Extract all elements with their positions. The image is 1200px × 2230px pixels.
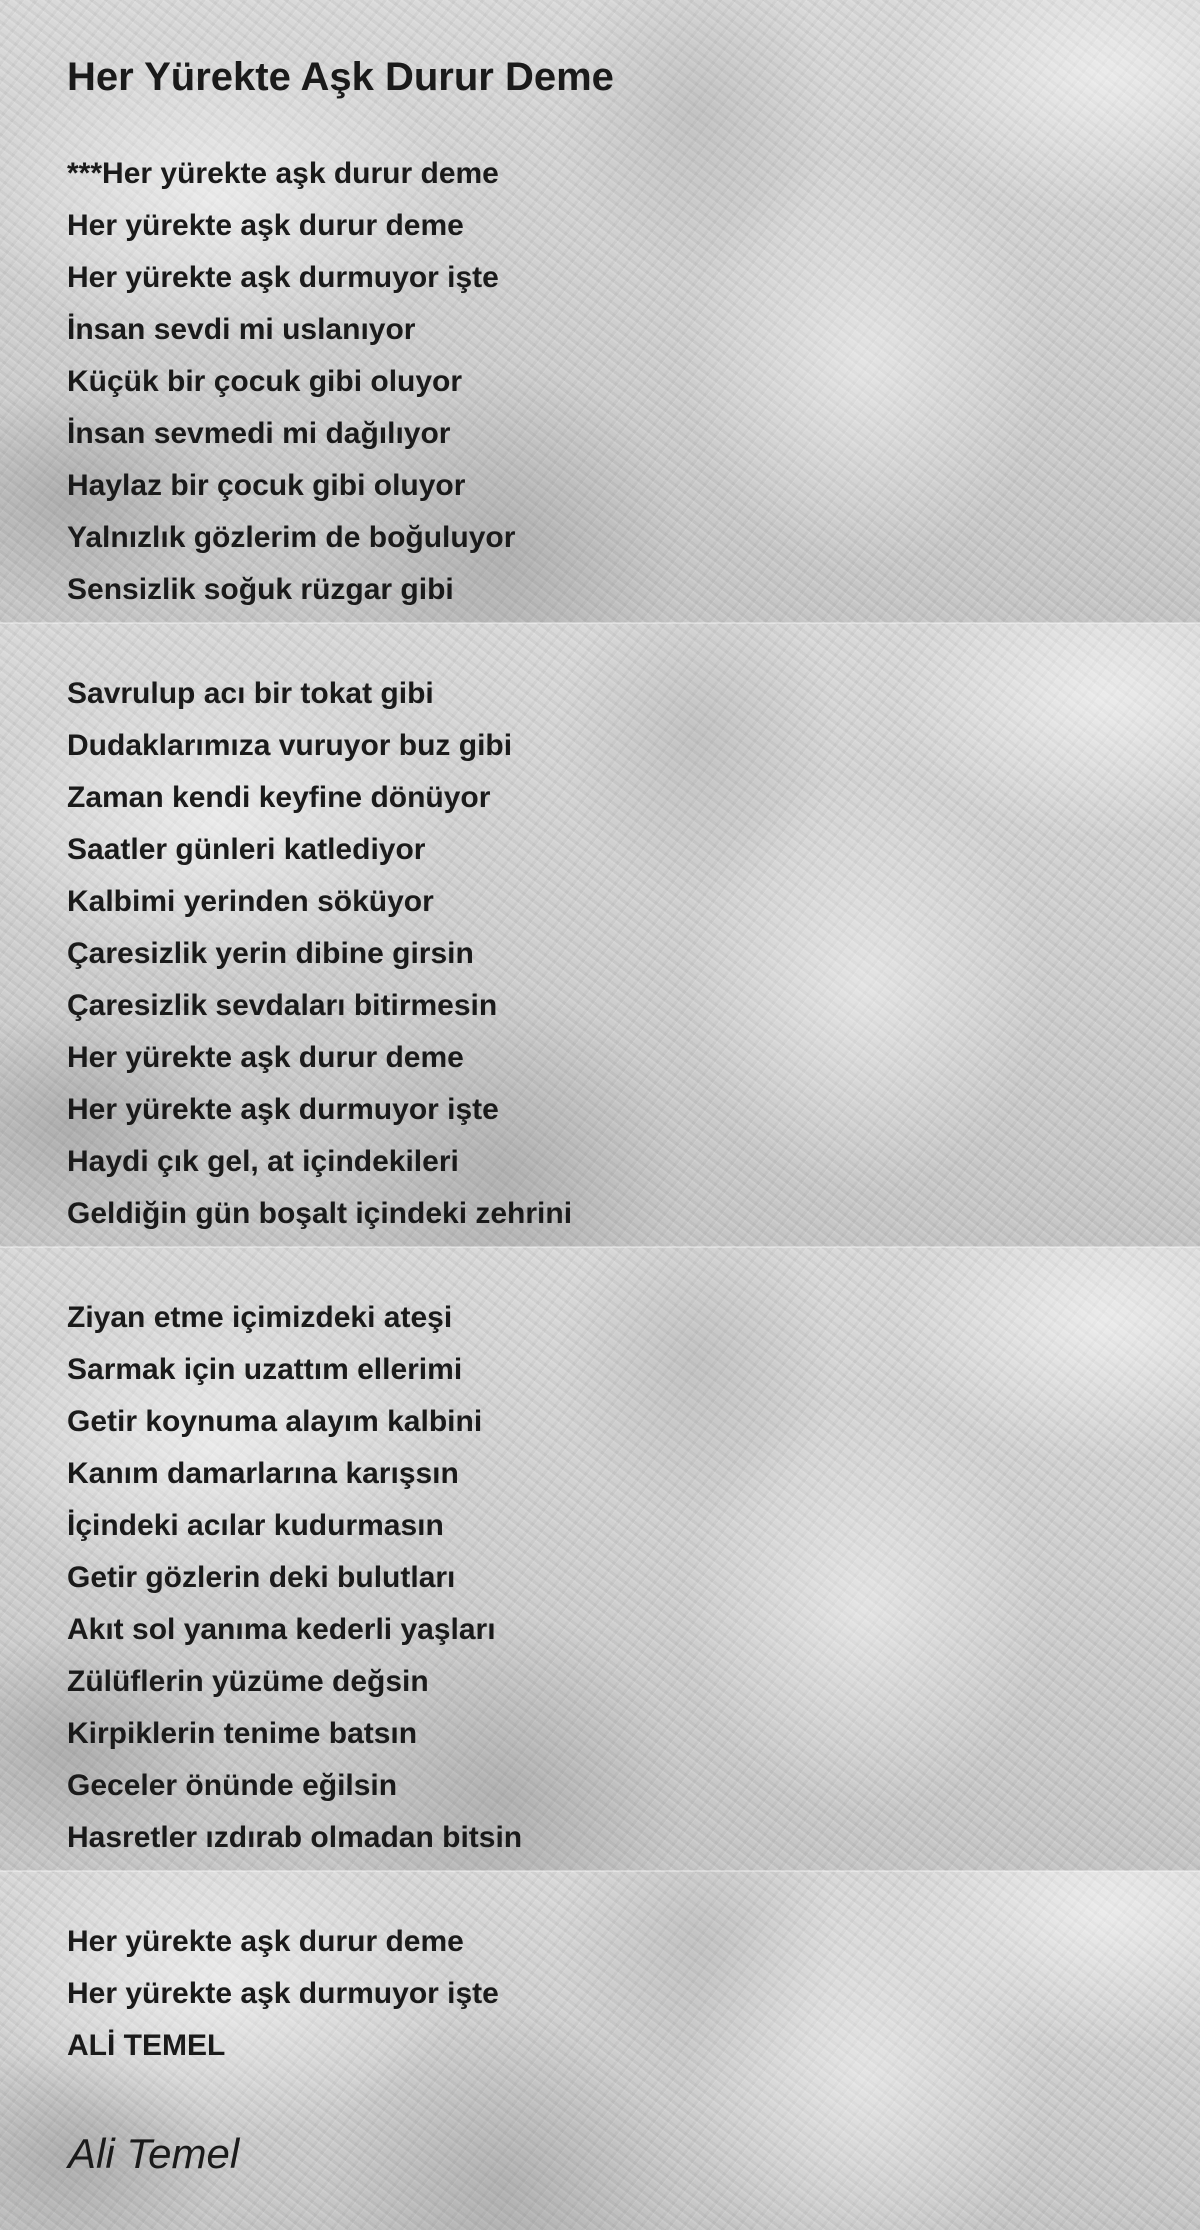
poem-line: Her yürekte aşk durmuyor işte [67, 1093, 499, 1126]
poem-line: Getir koynuma alayım kalbini [67, 1405, 483, 1438]
poem-line: İnsan sevdi mi uslanıyor [67, 313, 416, 346]
poem-line: Çaresizlik yerin dibine girsin [67, 937, 474, 970]
poem-line: Sensizlik soğuk rüzgar gibi [67, 573, 454, 606]
stanza-3 [67, 1292, 522, 1864]
poem-line: Zaman kendi keyfine dönüyor [67, 781, 491, 814]
poem-line: Savrulup acı bir tokat gibi [67, 677, 434, 710]
poem-line: İçindeki acılar kudurmasın [67, 1509, 444, 1542]
poem-line: Zülüflerin yüzüme değsin [67, 1665, 429, 1698]
poem-line: Haylaz bir çocuk gibi oluyor [67, 469, 466, 502]
poem-line: Her yürekte aşk durur deme [67, 1925, 464, 1958]
poem-line: Akıt sol yanıma kederli yaşları [67, 1613, 496, 1646]
poem-line: Kirpiklerin tenime batsın [67, 1717, 418, 1750]
poem-line: Sarmak için uzattım ellerimi [67, 1353, 463, 1386]
poem-line: Saatler günleri katlediyor [67, 833, 426, 866]
poem-author: Ali Temel [68, 2130, 240, 2177]
panel-seam [0, 622, 1200, 624]
panel-seam [0, 1246, 1200, 1248]
poem-line: Her yürekte aşk durur deme [67, 209, 464, 242]
poem-line: Kalbimi yerinden söküyor [67, 885, 434, 918]
poem-line: Her yürekte aşk durmuyor işte [67, 261, 499, 294]
poem-line: İnsan sevmedi mi dağılıyor [67, 417, 451, 450]
poem-line: Dudaklarımıza vuruyor buz gibi [67, 729, 513, 762]
panel-seam [0, 1870, 1200, 1872]
poem-line: Kanım damarlarına karışsın [67, 1457, 459, 1490]
poem-line: Yalnızlık gözlerim de boğuluyor [67, 521, 516, 554]
poem-signature-line: ALİ TEMEL [67, 2029, 226, 2062]
poem-title: Her Yürekte Aşk Durur Deme [67, 55, 614, 99]
poem-line: Küçük bir çocuk gibi oluyor [67, 365, 463, 398]
poem-line: Hasretler ızdırab olmadan bitsin [67, 1821, 523, 1854]
poem-line: Geceler önünde eğilsin [67, 1769, 398, 1802]
stanza-4 [67, 1916, 499, 2072]
poem-line: Geldiğin gün boşalt içindeki zehrini [67, 1197, 573, 1230]
stanza-1 [67, 148, 515, 616]
poem-line: Getir gözlerin deki bulutları [67, 1561, 456, 1594]
poem-line: ***Her yürekte aşk durur deme [67, 157, 499, 190]
poem-line: Her yürekte aşk durur deme [67, 1041, 464, 1074]
poem-line: Her yürekte aşk durmuyor işte [67, 1977, 499, 2010]
stanza-2 [67, 668, 572, 1240]
poem-line: Haydi çık gel, at içindekileri [67, 1145, 459, 1178]
poem-line: Ziyan etme içimizdeki ateşi [67, 1301, 453, 1334]
poem-line: Çaresizlik sevdaları bitirmesin [67, 989, 498, 1022]
